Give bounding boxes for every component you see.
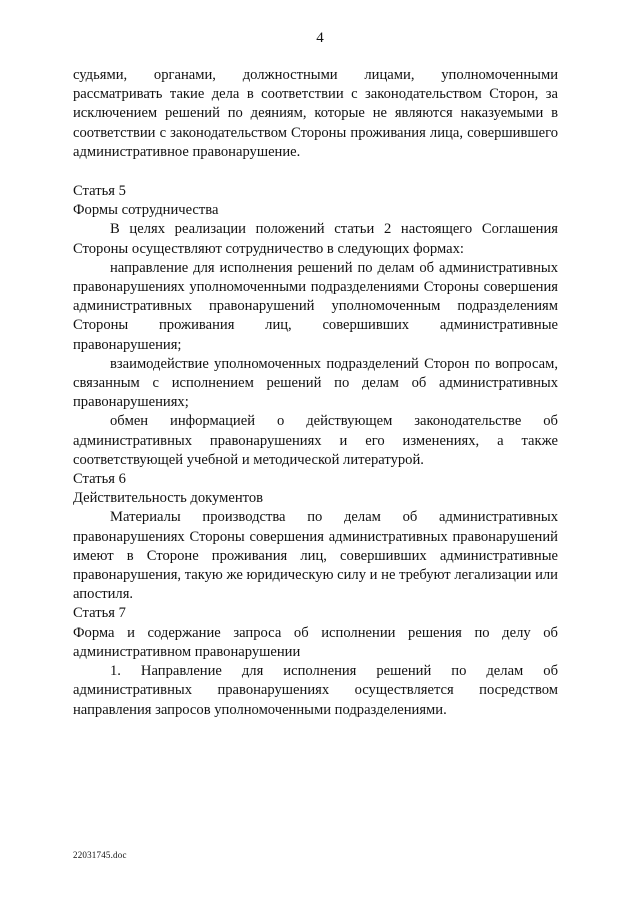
article-6-number: Статья 6	[73, 471, 126, 488]
article-6	[73, 470, 558, 604]
article-5-title: Формы сотрудничества	[73, 202, 219, 219]
document-body	[73, 66, 558, 720]
article-5-paragraph: В целях реализации положений статьи 2 настоящего Соглашения Стороны осуществляют сотрудничество в следующих формах:	[73, 221, 558, 257]
continuation-paragraph: судьями, органами, должностными лицами, уполномоченными рассматривать такие дела в соответствии с законодательством Сторон, за исключением решений по деяниям, которые не являются наказуемыми в соответствии с законодательством Стороны проживания лица, совершившего административное правонарушение.	[73, 67, 558, 160]
article-6-paragraph: Материалы производства по делам об административных правонарушениях Стороны совершения административных правонарушений имеют в Стороне проживания лиц, совершивших административные правонарушения, такую же юридическую силу и не требуют легализации или апостиля.	[73, 509, 558, 603]
article-5	[73, 182, 558, 470]
article-7-paragraph: 1. Направление для исполнения решений по делам об административных правонарушениях осуществляется посредством направления запросов уполномоченными подразделениями.	[73, 663, 558, 718]
article-5-paragraph: взаимодействие уполномоченных подразделений Сторон по вопросам, связанным с исполнением решений по делам об административных правонарушениях;	[73, 355, 558, 411]
article-7-number: Статья 7	[73, 605, 126, 622]
article-6-title: Действительность документов	[73, 490, 264, 507]
article-7	[73, 604, 558, 719]
page-number: 4	[316, 30, 324, 46]
article-5-paragraph: обмен информацией о действующем законодательстве об административных правонарушениях и его изменениях, а также соответствующей учебной и методической литературой.	[73, 413, 558, 468]
file-name-footer: 22031745.doc	[73, 850, 127, 860]
article-5-paragraph: направление для исполнения решений по делам об административных правонарушениях уполномоченными подразделениями Стороны совершения административных правонарушений уполномоченным подразделениям Стороны проживания лиц, совершивших административные правонарушения;	[73, 259, 558, 353]
article-7-title: Форма и содержание запроса об исполнении решения по делу об административном правонарушении	[73, 624, 558, 660]
article-5-number: Статья 5	[73, 183, 126, 200]
